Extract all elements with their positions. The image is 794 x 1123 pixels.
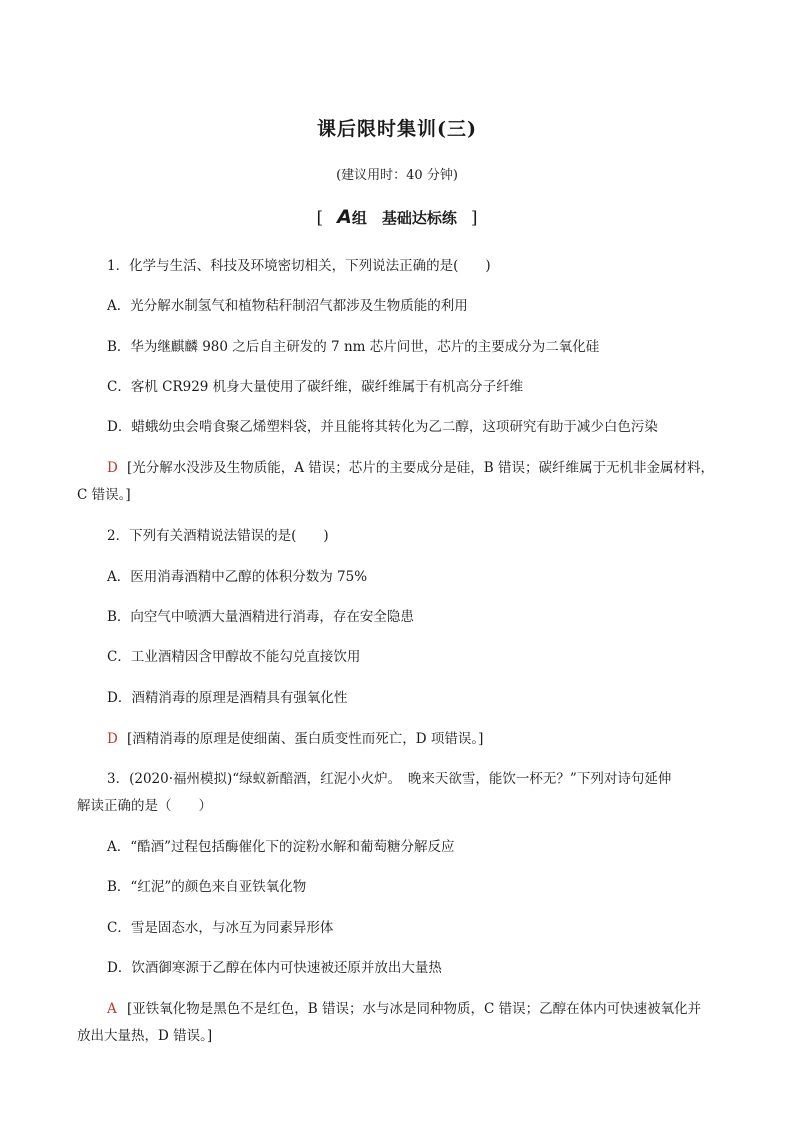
bracket-open: [ <box>316 208 324 228</box>
question-1-answer <box>107 458 727 478</box>
question-1-stem: 1．化学与生活、科技及环境密切相关，下列说法正确的是( ) <box>107 258 491 274</box>
question-1-option-b: B．华为继麒麟 980 之后自主研发的 7 nm 芯片问世，芯片的主要成分为二氧化硅 <box>107 339 600 355</box>
question-3-answer <box>107 999 727 1019</box>
bracket-close: ] <box>470 208 478 228</box>
question-2-option-a: A．医用消毒酒精中乙醇的体积分数为 75% <box>107 569 368 585</box>
group-letter: A <box>337 206 352 228</box>
question-1-explanation-line2: C 错误。] <box>77 487 131 503</box>
question-3-option-b: B．“红泥”的颜色来自亚铁氧化物 <box>107 879 307 895</box>
page-title: 课后限时集训(三) <box>317 118 477 140</box>
question-2-stem: 2．下列有关酒精说法错误的是( ) <box>107 528 329 544</box>
question-2-option-b: B．向空气中喷洒大量酒精进行消毒，存在安全隐患 <box>107 609 414 625</box>
question-3-explanation-line1: [亚铁氧化物是黑色不是红色，B 错误；水与冰是同种物质，C 错误；乙醇在体内可快速被氧化并 <box>127 1001 702 1017</box>
question-2-option-c: C．工业酒精因含甲醇故不能勾兑直接饮用 <box>107 649 361 665</box>
question-3-option-c: C．雪是固态水，与冰互为同素异形体 <box>107 920 334 936</box>
question-1-answer-letter: D <box>107 460 118 476</box>
question-3-stem-line1: 3．(2020·福州模拟)“绿蚁新醅酒，红泥小火炉。 晚来天欲雪，能饮一杯无？”下列对诗句延伸 <box>107 771 672 787</box>
group-heading <box>0 206 794 228</box>
question-2-answer-letter: D <box>107 731 118 747</box>
question-1-option-c: C．客机 CR929 机身大量使用了碳纤维，碳纤维属于有机高分子纤维 <box>107 379 524 395</box>
question-2-option-d: D．酒精消毒的原理是酒精具有强氧化性 <box>107 690 348 706</box>
question-1-option-a: A．光分解水制氢气和植物秸秆制沼气都涉及生物质能的利用 <box>107 298 468 314</box>
question-3-stem-line2: 解读正确的是（ ） <box>77 798 212 814</box>
question-3-option-d: D．饮酒御寒源于乙醇在体内可快速被还原并放出大量热 <box>107 960 442 976</box>
question-1-explanation-line1: [光分解水没涉及生物质能，A 错误；芯片的主要成分是硅，B 错误；碳纤维属于无机非金属材料， <box>127 460 715 476</box>
question-1-option-d: D．蜡蛾幼虫会啃食聚乙烯塑料袋，并且能将其转化为乙二醇，这项研究有助于减少白色污染 <box>107 419 658 435</box>
question-2-explanation-line1: [酒精消毒的原理是使细菌、蛋白质变性而死亡，D 项错误。] <box>127 731 484 747</box>
group-label: 组 基础达标练 <box>351 209 457 227</box>
question-3-answer-letter: A <box>107 1001 117 1017</box>
suggested-time: (建议用时：40 分钟) <box>336 168 458 183</box>
question-3-option-a: A．“酷酒”过程包括酶催化下的淀粉水解和葡萄糖分解反应 <box>107 839 455 855</box>
question-3-explanation-line2: 放出大量热，D 错误。] <box>77 1028 213 1044</box>
question-2-answer <box>107 729 727 749</box>
